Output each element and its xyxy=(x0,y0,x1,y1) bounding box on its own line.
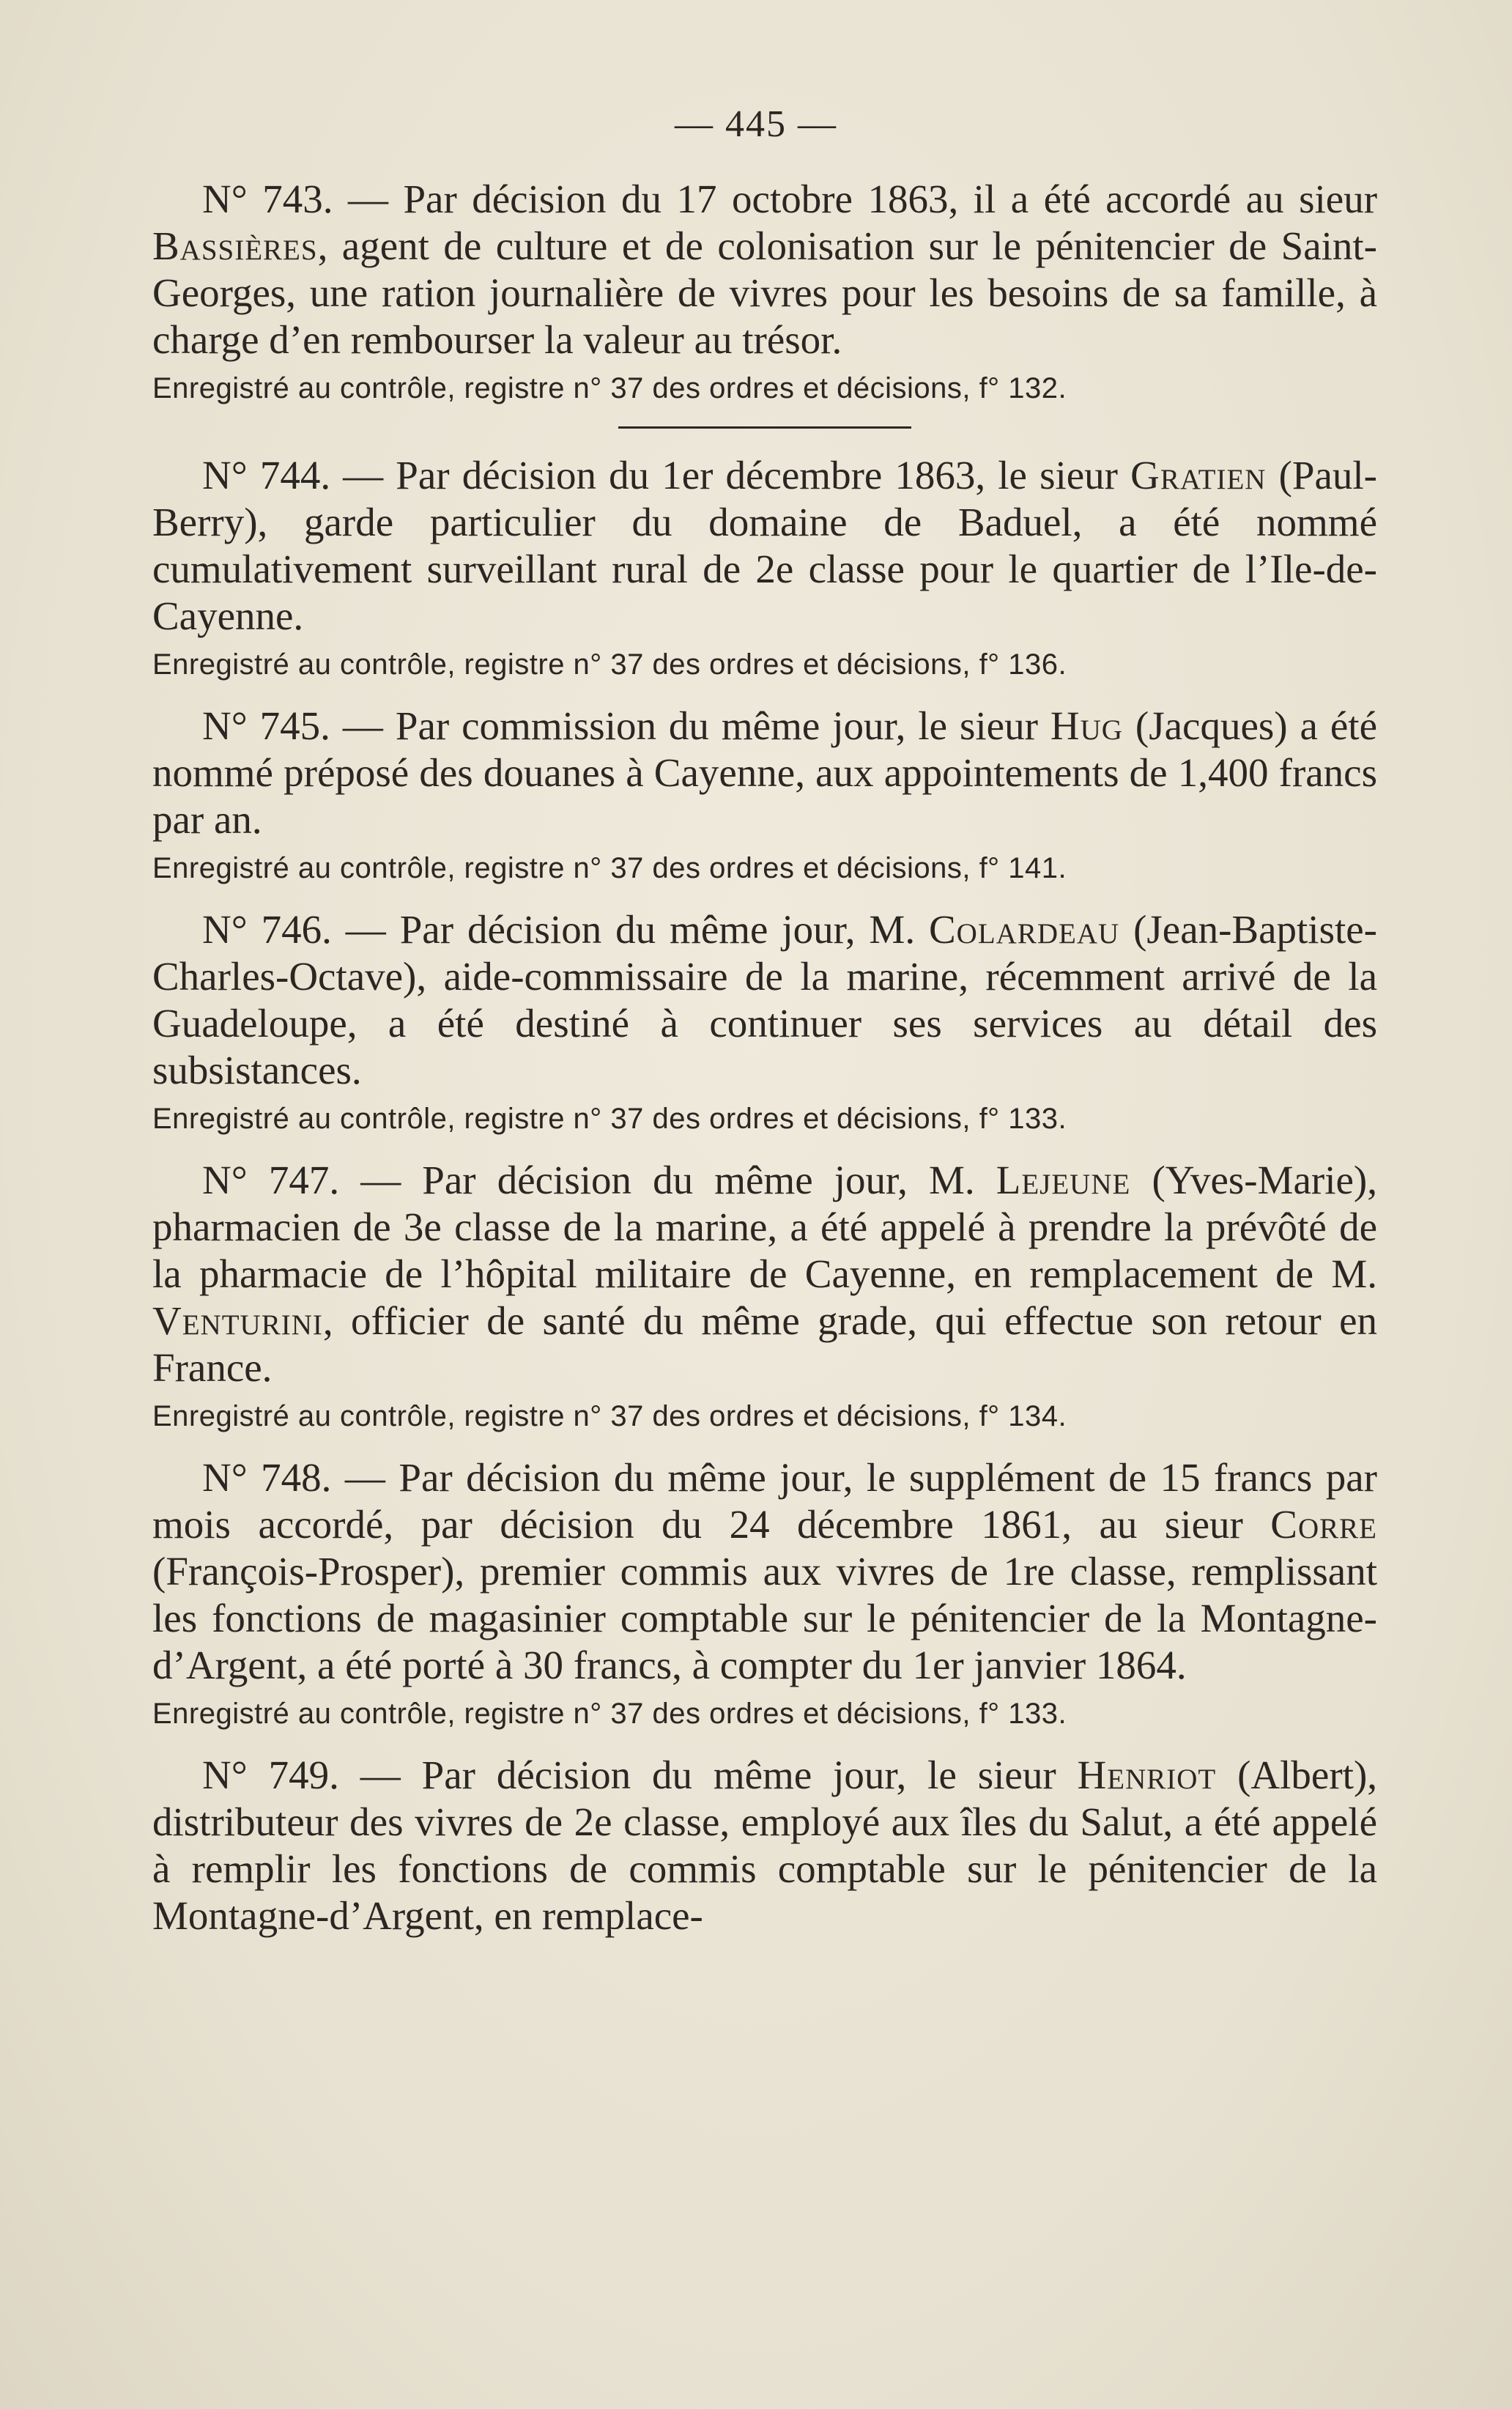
register-note: Enregistré au contrôle, registre n° 37 des ordres et décisions, f° 132. xyxy=(152,372,1067,404)
entry-text xyxy=(152,1752,1377,1939)
separator-rule xyxy=(618,426,911,429)
entry-text-part: (François-Prosper), premier commis aux vivres de 1re classe, remplissant les fonctions de magasinier comptable sur le pénitencier de la Montagne-d’Argent, a été porté à 30 francs, à compter du 1er janvier 1864. xyxy=(152,1549,1377,1687)
person-name: Venturini xyxy=(152,1298,323,1343)
register-note: Enregistré au contrôle, registre n° 37 des ordres et décisions, f° 133. xyxy=(152,1698,1067,1730)
entry-number: N° 745. xyxy=(202,703,330,748)
person-name: Lejeune xyxy=(996,1158,1131,1202)
entry-text xyxy=(152,1157,1377,1391)
entry-745 xyxy=(152,703,1377,889)
person-name: Bassières xyxy=(152,223,318,268)
entry-text-part: (Paul-Berry), garde particulier du domaine de Baduel, a été nommé cumulativement surveillant rural de 2e classe pour le quartier de l’Ile-de-Cayenne. xyxy=(152,453,1377,638)
person-name: Hug xyxy=(1050,703,1123,748)
entry-text-part: , agent de culture et de colonisation sur le pénitencier de Saint-Georges, une ration journalière de vivres pour les besoins de sa famille, à charge d’en rembourser la valeur au trésor. xyxy=(152,223,1377,362)
entry-number: N° 747. xyxy=(202,1158,340,1202)
entry-number: N° 749. xyxy=(202,1753,339,1797)
entry-748 xyxy=(152,1454,1377,1734)
entry-746 xyxy=(152,906,1377,1139)
spacer xyxy=(152,889,1377,906)
register-note: Enregistré au contrôle, registre n° 37 des ordres et décisions, f° 136. xyxy=(152,648,1067,681)
entry-number: N° 746. xyxy=(202,907,332,952)
entry-text-part: — Par décision du 1er décembre 1863, le sieur xyxy=(330,453,1131,497)
entry-text-part: — Par commission du même jour, le sieur xyxy=(330,703,1050,748)
person-name: Corre xyxy=(1270,1502,1377,1547)
entry-text-part: , officier de santé du même grade, qui effectue son retour en France. xyxy=(152,1298,1377,1390)
entry-number: N° 743. xyxy=(202,177,333,221)
entry-text xyxy=(152,1454,1377,1689)
entry-743 xyxy=(152,176,1377,409)
entry-744 xyxy=(152,452,1377,685)
entry-text xyxy=(152,906,1377,1094)
person-name: Colardeau xyxy=(928,907,1120,952)
entry-text-part: — Par décision du même jour, M. xyxy=(339,1158,996,1202)
entry-text-part: — Par décision du même jour, M. xyxy=(331,907,929,952)
register-note: Enregistré au contrôle, registre n° 37 des ordres et décisions, f° 133. xyxy=(152,1103,1067,1135)
person-name: Henriot xyxy=(1077,1753,1217,1797)
person-name: Gratien xyxy=(1130,453,1267,497)
spacer xyxy=(152,1437,1377,1454)
entry-text xyxy=(152,176,1377,363)
entry-number: N° 744. xyxy=(202,453,331,497)
entry-text-part: — Par décision du 17 octobre 1863, il a été accordé au sieur xyxy=(333,177,1378,221)
entry-text-part: — Par décision du même jour, le sieur xyxy=(338,1753,1078,1797)
entry-text-part: (Jacques) a été nommé préposé des douanes à Cayenne, aux appointements de 1,400 francs par an. xyxy=(152,703,1378,842)
page-number: — 445 — xyxy=(675,103,837,145)
register-note: Enregistré au contrôle, registre n° 37 des ordres et décisions, f° 141. xyxy=(152,852,1067,884)
entry-747 xyxy=(152,1157,1377,1437)
entry-text-part: (Albert), distributeur des vivres de 2e classe, employé aux îles du Salut, a été appelé à remplir les fonctions de commis comptable sur le pénitencier de la Montagne-d’Argent, en remplace- xyxy=(152,1753,1378,1938)
entry-749 xyxy=(152,1752,1377,1939)
document-body xyxy=(152,176,1377,1939)
entry-text-part: — Par décision du même jour, le supplément de 15 francs par mois accordé, par décision du 24 décembre 1861, au sieur xyxy=(152,1455,1377,1547)
spacer xyxy=(152,1139,1377,1157)
entry-number: N° 748. xyxy=(202,1455,332,1500)
spacer xyxy=(152,685,1377,703)
entry-text xyxy=(152,452,1377,640)
entry-text-part: (Jean-Baptiste-Charles-Octave), aide-commissaire de la marine, récemment arrivé de la Guadeloupe, a été destiné à continuer ses services au détail des subsistances. xyxy=(152,907,1377,1092)
entry-text xyxy=(152,703,1377,843)
spacer xyxy=(152,1734,1377,1752)
entry-text-part: (Yves-Marie), pharmacien de 3e classe de la marine, a été appelé à prendre la prévôté de la pharmacie de l’hôpital militaire de Cayenne, en remplacement de M. xyxy=(152,1158,1377,1296)
register-note: Enregistré au contrôle, registre n° 37 des ordres et décisions, f° 134. xyxy=(152,1400,1067,1432)
